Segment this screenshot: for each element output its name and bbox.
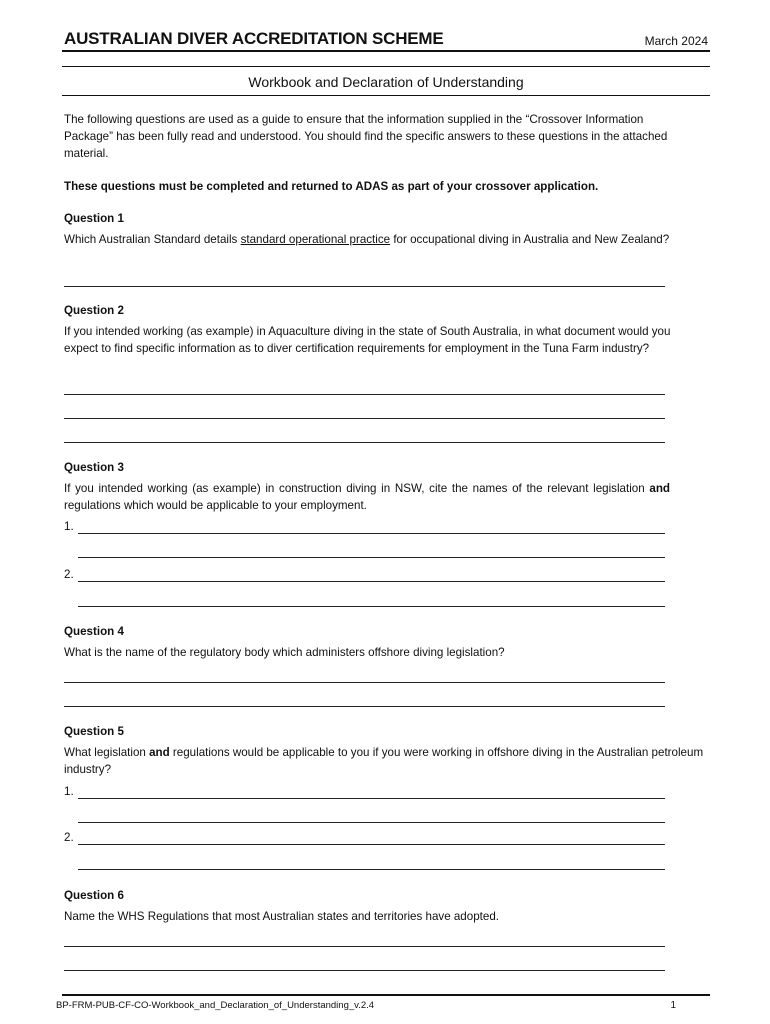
answer-line[interactable] — [64, 706, 665, 707]
question-text — [64, 231, 704, 248]
bold-word: and — [649, 482, 670, 495]
underlined-phrase: standard operational practice — [240, 233, 391, 246]
organisation-title: AUSTRALIAN DIVER ACCREDITATION SCHEME — [64, 29, 444, 48]
answer-line[interactable] — [78, 822, 665, 823]
subtitle-bar — [62, 66, 710, 96]
page-number: 1 — [670, 1000, 676, 1011]
question-title: Question 6 — [64, 889, 124, 902]
question-5 — [64, 723, 704, 778]
item-number: 2. — [64, 831, 74, 844]
question-text — [64, 480, 670, 514]
answer-line[interactable] — [78, 533, 665, 534]
document-date: March 2024 — [644, 34, 708, 48]
question-title: Question 2 — [64, 304, 124, 317]
document-header — [62, 26, 710, 52]
answer-line[interactable] — [64, 286, 665, 287]
intro-paragraph: The following questions are used as a guide to ensure that the information supplied in the “Crossover Information Package” has been fully read and understood. You should find the specific answers to these questions in the attached material. — [64, 113, 668, 160]
answer-line[interactable] — [78, 869, 665, 870]
bold-word: and — [149, 746, 170, 759]
answer-line[interactable] — [78, 798, 665, 799]
document-code: BP-FRM-PUB-CF-CO-Workbook_and_Declaration_of_Understanding_v.2.4 — [56, 1000, 375, 1011]
question-text: If you intended working (as example) in Aquaculture diving in the state of South Australia, in what document would you expect to find specific information as to diver certification requirements for employment in the Tuna Farm industry? — [64, 325, 671, 355]
question-text-part: What legislation — [64, 746, 150, 759]
item-number: 1. — [64, 520, 74, 533]
question-title: Question 3 — [64, 461, 124, 474]
answer-line[interactable] — [64, 418, 665, 419]
question-3 — [64, 459, 704, 514]
question-2 — [64, 302, 704, 357]
question-1 — [64, 210, 704, 248]
document-footer — [56, 994, 710, 1011]
question-6 — [64, 887, 704, 925]
question-text-part: regulations which would be applicable to your employment. — [64, 499, 367, 512]
answer-line[interactable] — [64, 442, 665, 443]
document-subtitle: Workbook and Declaration of Understanding — [248, 74, 524, 90]
question-text-part: regulations would be applicable to you if you were working in offshore diving in the Australian petroleum industry? — [64, 746, 704, 776]
question-4 — [64, 623, 704, 661]
item-number: 2. — [64, 568, 74, 581]
question-text — [64, 744, 704, 778]
question-title: Question 1 — [64, 212, 124, 225]
answer-line[interactable] — [78, 844, 665, 845]
question-title: Question 5 — [64, 725, 124, 738]
answer-line[interactable] — [78, 557, 665, 558]
answer-line[interactable] — [64, 946, 665, 947]
question-title: Question 4 — [64, 625, 124, 638]
question-text: Name the WHS Regulations that most Australian states and territories have adopted. — [64, 910, 499, 923]
answer-line[interactable] — [78, 581, 665, 582]
answer-line[interactable] — [64, 682, 665, 683]
completion-notice: These questions must be completed and returned to ADAS as part of your crossover application. — [64, 180, 599, 193]
question-text-part: for occupational diving in Australia and New Zealand? — [390, 233, 670, 246]
item-number: 1. — [64, 785, 74, 798]
answer-line[interactable] — [64, 394, 665, 395]
question-text: What is the name of the regulatory body which administers offshore diving legislation? — [64, 646, 505, 659]
answer-line[interactable] — [64, 970, 665, 971]
answer-line[interactable] — [78, 606, 665, 607]
question-text-part: If you intended working (as example) in construction diving in NSW, cite the names of the relevant legislation — [64, 482, 650, 495]
question-text-part: Which Australian Standard details — [64, 233, 241, 246]
